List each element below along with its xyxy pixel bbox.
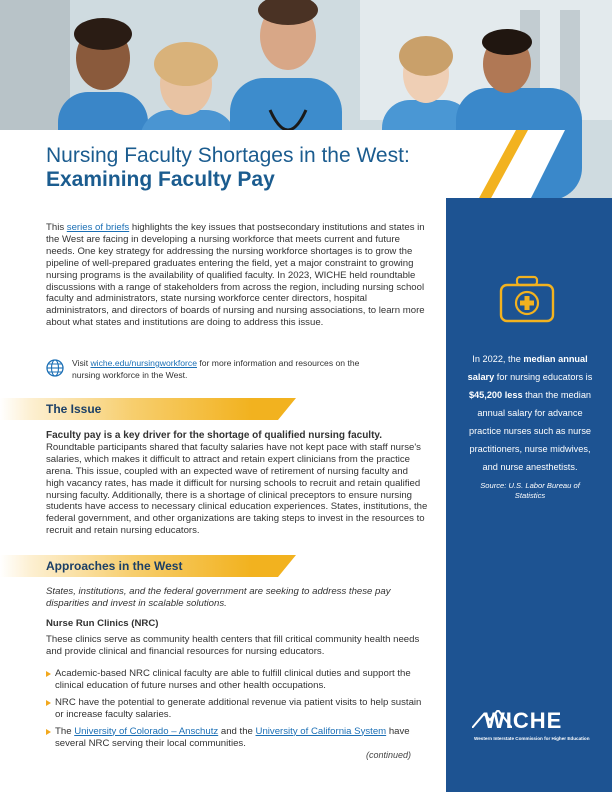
continued-note: (continued) — [366, 750, 412, 760]
bullet-suffix: have several NRC serving their local communities. — [55, 725, 410, 749]
list-item — [46, 697, 428, 721]
issue-paragraph — [46, 430, 428, 537]
globe-icon — [46, 359, 64, 377]
bullet-prefix: The — [55, 725, 75, 737]
mountain-logo-icon — [472, 710, 512, 728]
approaches-heading: Approaches in the West — [46, 559, 183, 573]
stat-sidebar — [446, 198, 612, 792]
bullet-text: Academic-based NRC clinical faculty are able to fulfill clinical duties and support the clinical education of future nurses and other health occupations. — [55, 668, 411, 691]
visit-text — [72, 358, 362, 381]
series-of-briefs-link[interactable]: series of briefs — [66, 222, 130, 233]
intro-body: highlights the key issues that postsecondary institutions and states in the West are facing in developing a nursing workforce that meets current and future needs. One key strategy for addressing the nursing workforce shortages is to grow the pipeline of well-prepared graduates entering the field, yet a major constraint to growing nursing programs is the availability of qualified faculty. In 2023, WICHE held roundtable discussions with a range of stakeholders from across the region, including nursing school faculty and administrators, state nursing workforce center directors, hospital administrators, and directors of boards of nursing and nursing associations, to learn more about what states and institutions are doing to address this issue. — [46, 222, 425, 329]
medical-kit-icon — [498, 274, 556, 324]
stat-highlight-2: $45,200 less — [468, 390, 523, 400]
title-line-1: Nursing Faculty Shortages in the West: — [46, 144, 410, 167]
nrc-heading: Nurse Run Clinics (NRC) — [46, 618, 159, 629]
stat-post: than the median annual salary for advance practice nurses such as nurse practitioners, nurse midwives, and nurse anesthetists. — [468, 390, 592, 472]
nursingworkforce-link[interactable]: wiche.edu/nursingworkforce — [90, 358, 197, 368]
nrc-bullet-list — [46, 668, 428, 754]
bullet-mid: and the — [218, 725, 256, 737]
logo-subtitle: Western Interstate Commission for Higher Education — [474, 736, 590, 741]
uc-system-link[interactable]: University of California System — [255, 725, 387, 737]
issue-lead: Faculty pay is a key driver for the shortage of qualified nursing faculty. — [46, 430, 383, 441]
list-item — [46, 726, 428, 750]
page-title — [46, 144, 466, 192]
cu-anschutz-link[interactable]: University of Colorado – Anschutz — [74, 725, 219, 737]
visit-suffix: for more information and resources on the nursing workforce in the West. — [72, 358, 360, 380]
salary-stat — [464, 350, 596, 476]
triangle-bullet-icon — [46, 700, 51, 706]
bullet-text: NRC have the potential to generate additional revenue via patient visits to help sustain or increase faculty salaries. — [55, 696, 422, 720]
triangle-bullet-icon — [46, 729, 51, 735]
stat-pre: In 2022, the — [472, 354, 524, 364]
intro-prefix: This — [46, 222, 67, 233]
nrc-description: These clinics serve as community health centers that fill critical community health needs and provide clinical and financial resources for nursing educators. — [46, 634, 420, 657]
triangle-bullet-icon — [46, 671, 51, 677]
issue-heading-band — [0, 398, 296, 420]
approaches-intro: States, institutions, and the federal government are seeking to address these pay disparities and invest in scalable solutions. — [46, 586, 391, 609]
title-line-2: Examining Faculty Pay — [46, 168, 275, 191]
visit-callout — [46, 356, 360, 384]
stat-source: Source: U.S. Labor Bureau of Statistics — [480, 481, 580, 500]
issue-heading: The Issue — [46, 402, 102, 416]
list-item — [46, 668, 428, 692]
stat-mid: for nursing educators is — [494, 372, 593, 382]
visit-prefix: Visit — [72, 358, 91, 368]
intro-paragraph — [46, 222, 428, 329]
stat-highlight-1: median annual salary — [467, 354, 588, 382]
issue-body: Roundtable participants shared that faculty salaries have not kept pace with staff nurse's salaries, which makes it difficult to attract and retain expert clinicians from the practice arena. This issue, coupled with an expected wave of retirement of nursing faculty and high vacancy rates, has made it difficult for nursing schools to recruit and retain qualified nursing faculty. Additionally, there is a shortage of clinical preceptors to ensure nursing students have access to necessary clinical education experiences. States, institutions, the federal government, and other organizations are taking steps to invest in the resources to recruit and retain nursing educators. — [46, 441, 428, 537]
logo-wordmark: WICHE — [484, 708, 563, 733]
wiche-logo — [474, 708, 590, 741]
